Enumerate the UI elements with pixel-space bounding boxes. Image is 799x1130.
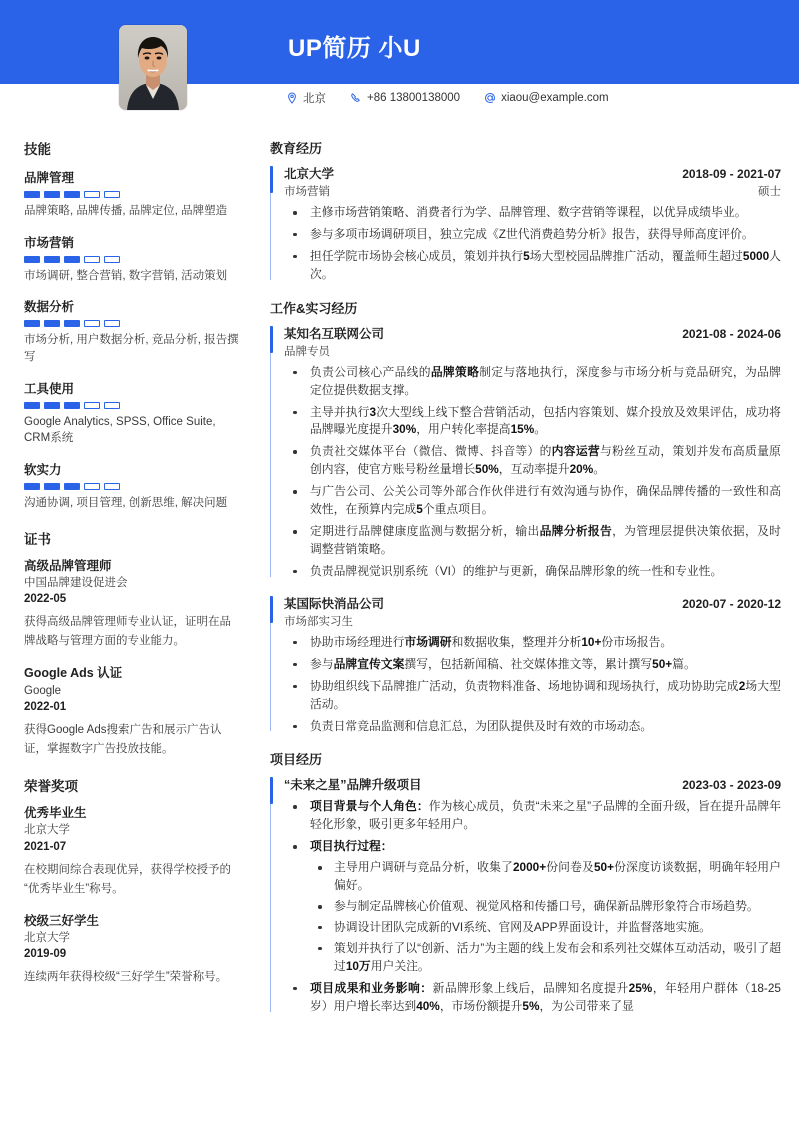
sub-bullet-item (310, 859, 781, 895)
emphasis-text: 15% (510, 422, 535, 437)
skill-segment (84, 402, 100, 409)
phone-icon (350, 92, 362, 104)
body-text: 制定与落地执行，深度参与市场分析与竞品研究，为品牌定位提供数据支撑。 (310, 364, 781, 397)
credential-name: Google Ads 认证 (24, 666, 123, 681)
bullet-item (284, 443, 781, 479)
body-text: 协调设计团队完成新的VI系统、官网及APP界面设计，并监督落地实施。 (334, 919, 711, 934)
emphasis-text: 5% (522, 998, 540, 1013)
skill-rating-bars (24, 191, 240, 198)
skill-rating-bars (24, 320, 240, 327)
skill-segment (64, 256, 80, 263)
emphasis-text: 项目背景与个人角色： (310, 799, 429, 814)
skill-keywords: 市场调研, 整合营销, 数字营销, 活动策划 (24, 269, 228, 282)
credential-date: 2022-05 (24, 593, 67, 606)
bullet-item (284, 798, 781, 834)
bullet-item (284, 718, 781, 736)
credential-description: 连续两年获得校级“三好学生”荣誉称号。 (24, 971, 228, 984)
main-content (262, 138, 799, 1030)
emphasis-text: 市场调研 (404, 634, 452, 649)
location-pin-icon (286, 92, 298, 104)
body-text: 定期进行品牌健康度监测与数据分析，输出 (310, 524, 540, 539)
credential-item (24, 913, 240, 988)
body-text: 负责日常竞品监测和信息汇总，为团队提供及时有效的市场动态。 (310, 718, 653, 733)
skill-segment (84, 191, 100, 198)
emphasis-text: 50+ (593, 860, 614, 875)
entry-subheader (284, 183, 781, 199)
skill-segment (104, 402, 120, 409)
honors-section-title: 荣誉奖项 (24, 778, 78, 794)
credential-org: Google (24, 684, 62, 697)
bullet-item (284, 634, 781, 652)
work-entry (270, 594, 781, 736)
contact-email-value: xiaou@example.com (501, 92, 609, 104)
skill-item (24, 297, 240, 365)
skills-section (24, 138, 240, 512)
bullet-item (284, 678, 781, 714)
entry-date: 2018-09 - 2021-07 (682, 167, 781, 181)
sub-bullet-item (310, 898, 781, 916)
bullet-item (284, 248, 781, 284)
skill-segment (84, 483, 100, 490)
bullet-item (284, 483, 781, 519)
emphasis-text: 5 (523, 248, 530, 263)
emphasis-text: 30% (392, 422, 417, 437)
certificates-section (24, 528, 240, 759)
project-entry (270, 775, 781, 1015)
skill-segment (24, 402, 40, 409)
bullet-item (284, 563, 781, 581)
emphasis-text: 项目成果和业务影响： (310, 980, 433, 995)
emphasis-text: 品牌策略 (430, 364, 480, 379)
body-text: 撰写，包括新闻稿、社交媒体推文等，累计撰写 (404, 656, 653, 671)
body-text: ，市场份额提升 (439, 998, 523, 1013)
body-text: 负责品牌视觉识别系统（VI）的维护与更新，确保品牌形象的统一性和专业性。 (310, 563, 723, 578)
emphasis-text: 2000+ (512, 860, 547, 875)
bullet-item (284, 523, 781, 559)
entry-header (284, 324, 781, 342)
body-text: 主修市场营销策略、消费者行为学、品牌管理、数字营销等课程，以优异成绩毕业。 (310, 205, 747, 219)
resume-body (0, 130, 799, 1030)
sub-bullet-item (310, 940, 781, 976)
honors-section (24, 775, 240, 987)
skill-segment (44, 320, 60, 327)
skill-segment (24, 320, 40, 327)
bullet-item (284, 204, 781, 222)
credential-description: 获得高级品牌管理师专业认证，证明在品牌战略与管理方面的专业能力。 (24, 616, 231, 648)
skill-rating-bars (24, 402, 240, 409)
skill-name: 品牌管理 (24, 171, 75, 185)
body-text: 个重点项目。 (422, 502, 494, 517)
skill-segment (104, 483, 120, 490)
skill-segment (64, 320, 80, 327)
skill-name: 市场营销 (24, 235, 75, 250)
skill-segment (24, 256, 40, 263)
body-text: ，为公司带来了显 (539, 998, 634, 1013)
skill-name: 软实力 (24, 463, 62, 478)
bullet-list (284, 364, 781, 581)
body-text: 人次。 (310, 248, 781, 281)
body-text: 主导并执行 (310, 404, 370, 419)
body-text: 策划并执行了以“创新、活力”为主题的线上发布会和系列社交媒体互动活动，吸引了超过 (334, 940, 781, 973)
bullet-item (284, 226, 781, 244)
emphasis-text: 20% (569, 462, 594, 477)
body-text: 用户关注。 (370, 958, 430, 973)
avatar (119, 25, 187, 110)
body-text: 场大型校园品牌推广活动，覆盖师生超过 (529, 248, 743, 263)
skill-segment (104, 191, 120, 198)
emphasis-text: 品牌分析报告 (539, 524, 613, 539)
contact-phone (350, 92, 460, 104)
bullet-list (284, 204, 781, 284)
emphasis-text: 40% (416, 998, 440, 1013)
emphasis-text: 5 (416, 502, 423, 517)
body-text: 与粉丝互动，策划并发布高质量原创内容，使官方账号粉丝量增长 (310, 444, 781, 477)
entry-date: 2023-03 - 2023-09 (682, 778, 781, 793)
credential-date: 2022-01 (24, 700, 67, 713)
body-text: ，为管理层提供决策依据，及时调整营销策略。 (310, 524, 781, 556)
skill-segment (64, 191, 80, 198)
skills-section-title: 技能 (24, 142, 51, 157)
skill-name: 工具使用 (24, 381, 75, 396)
body-text: 参与制定品牌核心价值观、视觉风格和传播口号，确保新品牌形象符合市场趋势。 (334, 899, 759, 914)
skill-rating-bars (24, 483, 240, 490)
company-name: 某知名互联网公司 (284, 326, 385, 341)
credential-description: 在校期间综合表现优异，获得学校授予的“优秀毕业生”称号。 (24, 863, 231, 895)
credential-name: 优秀毕业生 (24, 805, 87, 820)
credential-date: 2019-09 (24, 948, 67, 961)
emphasis-text: 项目执行过程： (310, 839, 393, 854)
body-text: 协助市场经理进行 (310, 634, 405, 649)
skill-keywords: 沟通协调, 项目管理, 创新思维, 解决问题 (24, 497, 228, 510)
contact-phone-value: +86 13800138000 (367, 92, 461, 104)
entry-header (284, 775, 781, 793)
body-text: ，年轻用户群体（18-25岁）用户增长率达到 (310, 980, 781, 1013)
contact-location-value: 北京 (303, 93, 326, 105)
skill-segment (44, 191, 60, 198)
entry-date: 2020-07 - 2020-12 (682, 596, 781, 611)
emphasis-text: 10+ (581, 634, 602, 649)
skill-keywords: 品牌策略, 品牌传播, 品牌定位, 品牌塑造 (24, 205, 228, 217)
bullet-item (284, 656, 781, 674)
degree-name: 硕士 (758, 186, 781, 198)
skill-segment (44, 402, 60, 409)
body-text: 主导用户调研与竞品分析，收集了 (334, 860, 513, 875)
body-text: 协助组织线下品牌推广活动，负责物料准备、场地协调和现场执行，成功协助完成 (310, 678, 739, 693)
work-section-title: 工作&实习经历 (270, 300, 358, 316)
bullet-list (284, 634, 781, 736)
skill-segment (44, 256, 60, 263)
skill-keywords: 市场分析, 用户数据分析, 竞品分析, 报告撰写 (24, 334, 239, 364)
emphasis-text: 3 (369, 404, 377, 419)
skill-segment (24, 483, 40, 490)
emphasis-text: 10万 (345, 958, 371, 973)
education-section (270, 138, 781, 284)
work-entry (270, 324, 781, 581)
skill-rating-bars (24, 256, 240, 263)
skill-item (24, 379, 240, 447)
body-text: 次大型线上线下整合营销活动，包括内容策划、媒介投放及效果评估，成功将品牌曝光度提升 (310, 404, 781, 437)
body-text: ，互动率提升 (498, 462, 570, 477)
job-role: 市场部实习生 (284, 615, 353, 628)
skill-name: 数据分析 (24, 300, 75, 315)
projects-section-title: 项目经历 (270, 752, 323, 768)
bullet-list (284, 798, 781, 1015)
emphasis-text: 品牌宣传文案 (333, 656, 405, 671)
work-section (270, 298, 781, 736)
body-text: 。 (593, 462, 606, 477)
skill-segment (104, 320, 120, 327)
bullet-item (284, 404, 781, 440)
company-name: 某国际快消品公司 (284, 596, 385, 611)
body-text: 与广告公司、公关公司等外部合作伙伴进行有效沟通与协作，确保品牌传播的一致性和高效性，在预算内完成 (310, 484, 781, 517)
body-text: 份市场报告。 (601, 634, 673, 649)
entry-subheader (284, 613, 781, 629)
credential-org: 北京大学 (24, 824, 70, 837)
body-text: 参与 (310, 656, 334, 671)
education-entry (270, 164, 781, 284)
emphasis-text: 5000 (742, 248, 770, 263)
page-title: UP简历 小U (288, 35, 421, 62)
emphasis-text: 2 (738, 678, 746, 693)
skill-segment (64, 402, 80, 409)
skill-item (24, 168, 240, 220)
bullet-item (284, 838, 781, 975)
bullet-item (284, 980, 781, 1016)
project-name: “未来之星”品牌升级项目 (284, 778, 422, 793)
credential-date: 2021-07 (24, 840, 67, 853)
body-text: 和数据收集，整理并分析 (451, 634, 582, 649)
emphasis-text: 50% (475, 462, 499, 477)
certificates-section-title: 证书 (24, 531, 51, 547)
major-name: 市场营销 (284, 186, 330, 198)
skill-segment (104, 256, 120, 263)
body-text: ，用户转化率提高 (416, 422, 511, 437)
job-role: 品牌专员 (284, 345, 330, 358)
body-text: 场大型活动。 (310, 678, 781, 711)
entry-subheader (284, 343, 781, 359)
body-text: 。 (534, 422, 547, 437)
entry-header (284, 594, 781, 612)
skill-segment (84, 320, 100, 327)
entry-header (284, 164, 781, 182)
skill-keywords: Google Analytics, SPSS, Office Suite, CRM系统 (24, 415, 216, 445)
skill-item (24, 233, 240, 285)
emphasis-text: 50+ (652, 656, 673, 671)
portrait-photo-icon (119, 25, 187, 110)
skill-segment (64, 483, 80, 490)
contact-location (286, 90, 326, 106)
body-text: 新品牌形象上线后，品牌知名度提升 (432, 980, 629, 995)
projects-section (270, 749, 781, 1015)
body-text: 作为核心成员，负责“未来之星”子品牌的全面升级，旨在提升品牌年轻化形象，吸引更多年轻用户。 (310, 799, 781, 832)
education-section-title: 教育经历 (270, 141, 323, 156)
entry-date: 2021-08 - 2024-06 (682, 326, 781, 341)
emphasis-text: 内容运营 (551, 444, 601, 459)
body-text: 参与多项市场调研项目，独立完成《Z世代消费趋势分析》报告，获得导师高度评价。 (310, 226, 754, 241)
skill-segment (44, 483, 60, 490)
emphasis-text: 25% (628, 980, 653, 995)
sub-bullet-list (310, 859, 781, 976)
body-text: 份深度访谈数据，明确年轻用户偏好。 (334, 860, 781, 893)
skill-segment (84, 256, 100, 263)
credential-description: 获得Google Ads搜索广告和展示广告认证，掌握数字广告投放技能。 (24, 724, 222, 755)
sidebar (0, 138, 262, 1003)
body-text: 篇。 (672, 656, 696, 671)
credential-item (24, 665, 240, 759)
skill-item (24, 460, 240, 512)
credential-name: 高级品牌管理师 (24, 558, 112, 573)
contact-row (286, 90, 609, 106)
bullet-item (284, 364, 781, 400)
credential-name: 校级三好学生 (24, 913, 100, 928)
credential-org: 北京大学 (24, 932, 70, 945)
body-text: 负责公司核心产品线的 (310, 364, 431, 379)
sub-bullet-item (310, 919, 781, 937)
credential-item (24, 805, 240, 899)
credential-item (24, 558, 240, 652)
body-text: 份问卷及 (546, 860, 594, 875)
skill-segment (24, 191, 40, 198)
school-name: 北京大学 (284, 167, 335, 181)
resume-header (0, 0, 799, 130)
body-text: 负责社交媒体平台（微信、微博、抖音等）的 (310, 444, 552, 459)
credential-org: 中国品牌建设促进会 (24, 577, 128, 590)
body-text: 担任学院市场协会核心成员，策划并执行 (310, 248, 524, 263)
contact-email (484, 92, 609, 104)
email-at-icon (484, 92, 496, 104)
